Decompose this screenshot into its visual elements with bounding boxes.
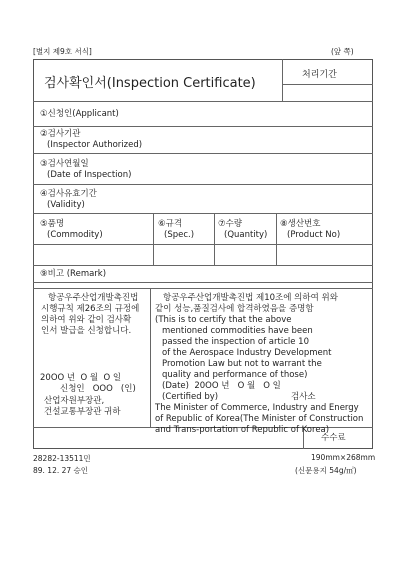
fee-label: 수수료 [321,433,346,443]
applicant-signature: 신청인 OOO (인) [60,384,136,394]
validity-label-en: (Validity) [47,200,85,210]
product-no-label-en: (Product No) [287,230,341,240]
form-number: [별지 제9호 서식] [33,47,92,56]
quantity-label-ko: ⑦수량 [218,219,243,229]
product-no-label-ko: ⑧생산번호 [280,219,321,229]
certification-line: of Republic of Korea(The Minister of Construction [155,414,364,424]
page-side: (앞 쪽) [331,47,354,56]
row-divider [33,126,373,127]
commodity-label-en: (Commodity) [47,230,103,240]
commodity-label-ko: ⑤품명 [40,219,65,229]
row-divider [33,153,373,154]
form-code: 28282-13511민 [33,454,91,463]
title-divider [282,59,283,101]
validity-label-ko: ④검사유효기간 [40,189,97,199]
certifier-name: 검사소 [291,392,316,402]
request-line: 인서 발급을 신청합니다. [41,326,132,336]
row-divider [33,288,373,289]
certified-by-label: (Certified by) [162,392,219,402]
column-divider [153,213,154,265]
certification-line: (This is to certify that the above [155,315,292,325]
request-date: 20OO 년 O 월 O 일 [40,373,122,383]
date-label-ko: ③검사연월일 [40,159,89,169]
applicant-label: ①신청인(Applicant) [40,109,119,119]
certification-line: 항공우주산업개발촉진법 제10조에 의하여 위와 [163,293,338,303]
certification-line: mentioned commodities have been [162,326,313,336]
row-divider [33,101,373,102]
column-divider [214,213,215,265]
certification-line: of the Aerospace Industry Development [162,348,332,358]
certification-line: passed the inspection of article 10 [162,337,309,347]
page-title: 검사확인서(Inspection Certificate) [44,76,256,91]
certification-line: 같이 성능,품질검사에 합격하였음을 증명함 [155,304,314,314]
certification-line: Promotion Law but not to warrant the [162,359,322,369]
remark-label: ⑨비고 (Remark) [40,269,107,279]
row-divider [33,244,373,245]
addressee-line: 산업자원부장관, [44,396,105,406]
request-line: 시행규칙 제26조의 규정에 [41,304,140,314]
inspector-label-ko: ②검사기관 [40,129,81,139]
quantity-label-en: (Quantity) [224,230,268,240]
row-divider [33,265,373,266]
certification-line: quality and performance of those) [162,370,308,380]
row-divider [33,184,373,185]
date-label-en: (Date of Inspection) [47,170,132,180]
request-line: 의하여 위와 같이 검사확 [41,315,132,325]
inspector-label-en: (Inspector Authorized) [47,140,143,150]
certification-date: (Date) 20OO 년 O 월 O 일 [162,381,281,391]
request-line: 항공우주산업개발촉진법 [48,293,139,303]
column-divider [276,213,277,265]
addressee-line: 건설교통부장관 귀하 [44,407,121,417]
paper-spec: (신문용지 54g/㎡) [295,466,357,475]
processing-period-label: 처리기간 [302,70,337,80]
approval-date: 89. 12. 27 승인 [33,466,89,475]
spec-label-en: (Spec.) [164,230,195,240]
period-divider [282,84,373,85]
row-divider [33,282,373,283]
certification-line: and Trans-portation of Republic of Korea) [155,425,330,435]
block-divider [150,288,151,427]
paper-size: 190mm×268mm [311,453,376,462]
certification-line: The Minister of Commerce, Industry and Energy [155,403,359,413]
spec-label-ko: ⑥규격 [158,219,183,229]
row-divider [33,213,373,214]
